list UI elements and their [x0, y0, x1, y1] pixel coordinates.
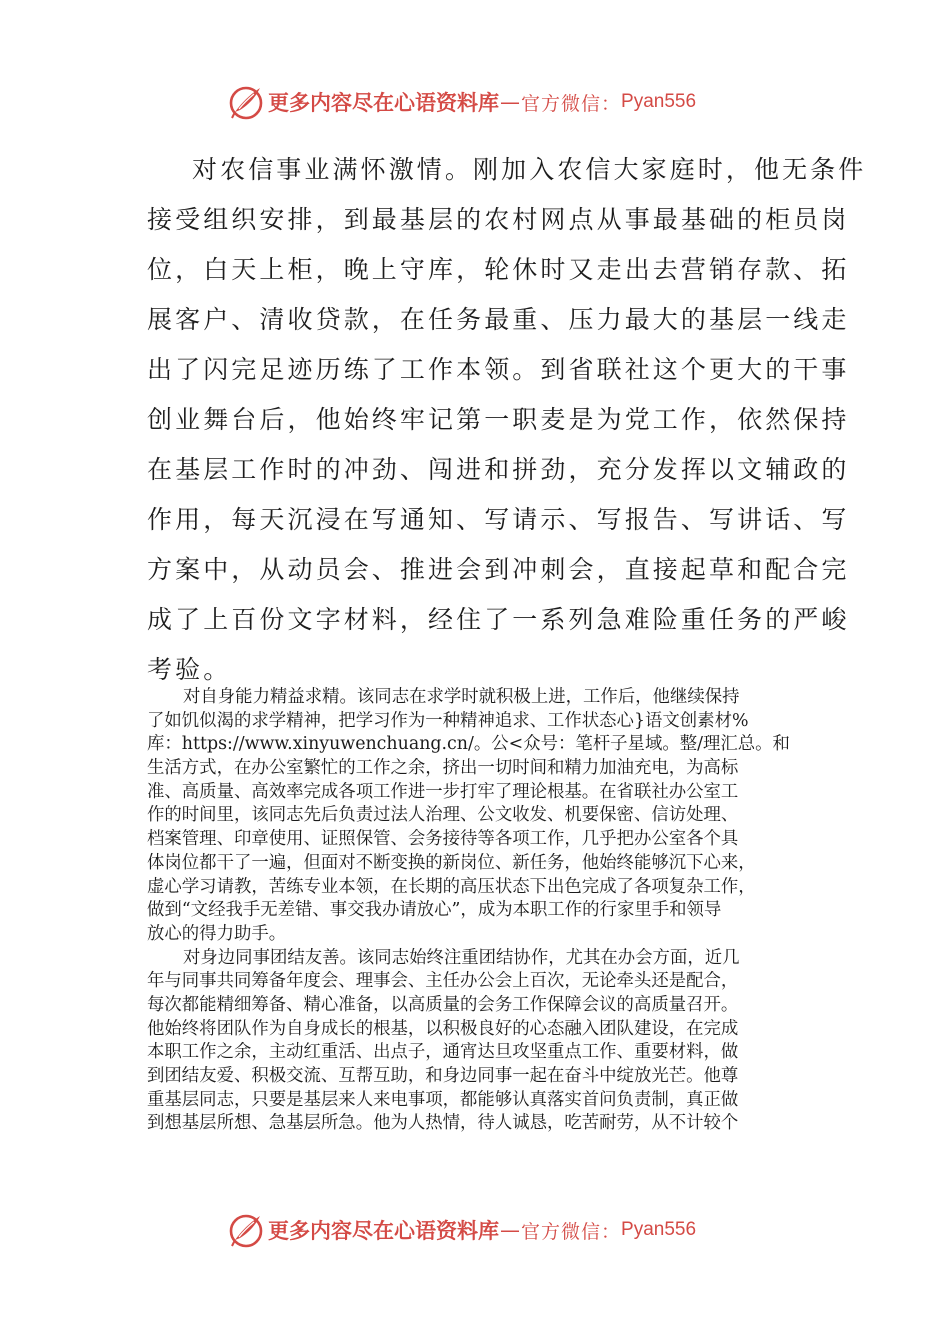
banner-separator: —: [500, 90, 520, 114]
text-line: 接受组织安排，到最基层的农村网点从事最基础的柜员岗: [147, 205, 850, 234]
banner-separator: —: [500, 1218, 520, 1242]
banner-subtitle: 官方微信：: [521, 92, 622, 115]
text-line: 体岗位都干了一遍，但面对不断变换的新岗位、新任务，他始终能够沉下心来，: [147, 852, 756, 873]
text-line: 对自身能力精益求精。该同志在求学时就积极上进，工作后，他继续保持: [183, 687, 740, 707]
banner-wechat-id: Pyan556: [621, 91, 697, 112]
text-line: 年与同事共同筹备年度会、理事会、主任办公会上百次，无论牵头还是配合，: [147, 971, 739, 992]
text-line: 到想基层所想、急基层所急。他为人热情，待人诚恳，吃苦耐劳，从不计较个: [147, 1113, 739, 1134]
header-banner: [226, 80, 696, 124]
text-line: 每次都能精细筹备、精心准备，以高质量的会务工作保障会议的高质量召开。: [147, 994, 739, 1015]
text-line: 出了闪完足迹历练了工作本领。到省联社这个更大的干事: [147, 355, 850, 384]
text-line: 生活方式，在办公室繁忙的工作之余，挤出一切时间和精力加油充电，为高标: [147, 758, 739, 779]
text-line: 库：https://www.xinyuwenchuang.cn/。公<众号：笔杆子星域。整/理汇总。和: [147, 734, 790, 755]
text-line: 重基层同志，只要是基层来人来电事项，都能够认真落实首问负责制，真正做: [147, 1089, 739, 1110]
banner-subtitle: 官方微信：: [521, 1220, 622, 1243]
text-line: 放心的得力助手。: [147, 923, 287, 944]
text-line: 考验。: [147, 655, 232, 684]
banner-title: 更多内容尽在心语资料库: [268, 1218, 499, 1243]
small-paragraphs: [147, 686, 807, 1136]
text-line: 档案管理、印章使用、证照保管、会务接待等各项工作，几乎把办公室各个具: [147, 829, 739, 850]
text-line: 了如饥似渴的求学精神，把学习作为一种精神追求、工作状态心}语文创素材%: [147, 710, 749, 731]
text-line: 他始终将团队作为自身成长的根基，以积极良好的心态融入团队建设，在完成: [147, 1018, 739, 1039]
banner-wechat-id: Pyan556: [621, 1219, 697, 1240]
text-line: 虚心学习请教，苦练专业本领，在长期的高压状态下出色完成了各项复杂工作，: [147, 876, 756, 897]
banner-title: 更多内容尽在心语资料库: [268, 90, 499, 115]
large-paragraph: [147, 145, 867, 695]
quill-logo-icon: [226, 82, 266, 122]
text-line: 在基层工作时的冲劲、闯进和拼劲，充分发挥以文辅政的: [147, 455, 850, 484]
text-line: 对身边同事团结友善。该同志始终注重团结协作，尤其在办会方面，近几: [183, 947, 740, 968]
text-line: 方案中，从动员会、推进会到冲刺会，直接起草和配合完: [147, 555, 850, 584]
quill-logo-icon: [226, 1210, 266, 1250]
text-line: 展客户、清收贷款，在任务最重、压力最大的基层一线走: [147, 305, 850, 334]
text-line: 创业舞台后，他始终牢记第一职麦是为党工作，依然保持: [147, 405, 850, 434]
text-line: 准、高质量、高效率完成各项工作进一步打牢了理论根基。在省联社办公室工: [147, 781, 739, 802]
text-line: 本职工作之余，主动红重活、出点子，通宵达旦攻坚重点工作、重要材料，做: [147, 1042, 739, 1063]
text-line: 成了上百份文字材料，经住了一系列急难险重任务的严峻: [147, 605, 850, 634]
text-line: 作的时间里，该同志先后负责过法人治理、公文收发、机要保密、信访处理、: [147, 805, 739, 826]
text-line: 位，白天上柜，晚上守库，轮休时又走出去营销存款、拓: [147, 255, 850, 284]
text-line: 对农信事业满怀激情。刚加入农信大家庭时，他无条件: [192, 155, 867, 184]
footer-banner: [226, 1208, 696, 1252]
text-line: 到团结友爱、积极交流、互帮互助，和身边同事一起在奋斗中绽放光芒。他尊: [147, 1066, 739, 1086]
text-line: 做到“文经我手无差错、事交我办请放心”，成为本职工作的行家里手和领导: [147, 900, 722, 921]
text-line: 作用，每天沉浸在写通知、写请示、写报告、写讲话、写: [147, 505, 850, 534]
